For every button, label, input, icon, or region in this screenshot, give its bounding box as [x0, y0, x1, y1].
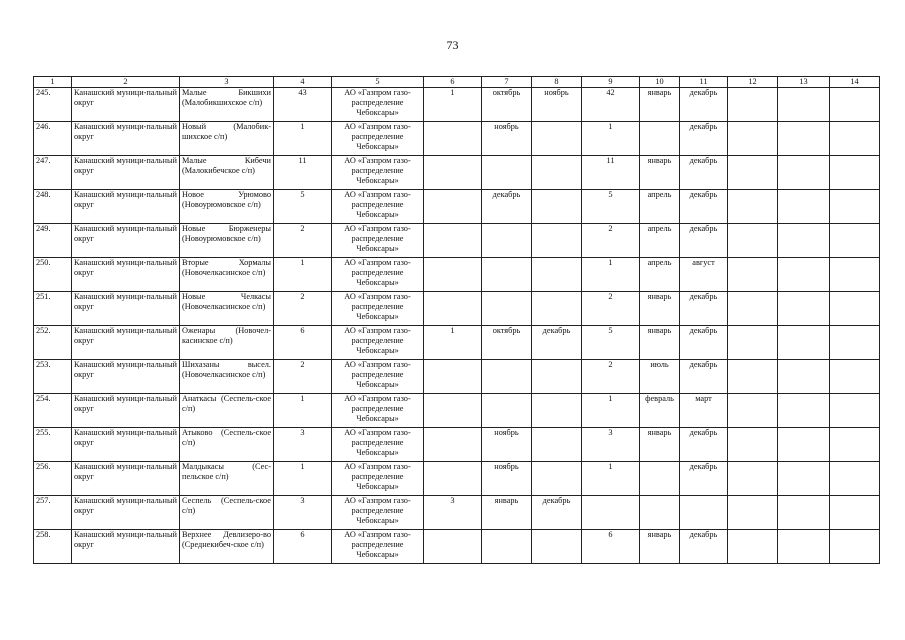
- row-number-cell: 250.: [34, 258, 72, 292]
- district-cell: Канашский муници-пальный округ: [72, 530, 180, 564]
- month-cell: [532, 428, 582, 462]
- district-cell: Канашский муници-пальный округ: [72, 292, 180, 326]
- settlement-cell: Малые Кибечи (Малокибечское с/п): [180, 156, 274, 190]
- count-cell: [424, 428, 482, 462]
- row-number-cell: 251.: [34, 292, 72, 326]
- settlement-cell: Анаткасы (Сеспель-ское с/п): [180, 394, 274, 428]
- month-cell: [532, 530, 582, 564]
- count-cell: 2: [582, 360, 640, 394]
- column-number-header: 14: [830, 77, 880, 88]
- month-cell: [482, 360, 532, 394]
- empty-cell: [778, 360, 830, 394]
- organization-cell: АО «Газпром газо-распределение Чебоксары»: [332, 360, 424, 394]
- empty-cell: [728, 258, 778, 292]
- settlement-cell: Новые Бюрженеры (Новоурюмовское с/п): [180, 224, 274, 258]
- count-cell: 5: [582, 190, 640, 224]
- district-cell: Канашский муници-пальный округ: [72, 190, 180, 224]
- row-number-cell: 249.: [34, 224, 72, 258]
- count-cell: 5: [582, 326, 640, 360]
- table-row: [34, 326, 880, 360]
- count-cell: [424, 156, 482, 190]
- organization-cell: АО «Газпром газо-распределение Чебоксары»: [332, 530, 424, 564]
- count-cell: 1: [424, 88, 482, 122]
- column-number-header: 4: [274, 77, 332, 88]
- district-cell: Канашский муници-пальный округ: [72, 88, 180, 122]
- month-cell: декабрь: [680, 224, 728, 258]
- settlement-cell: Оженары (Новочел-касинское с/п): [180, 326, 274, 360]
- table-row: [34, 224, 880, 258]
- count-cell: 6: [274, 326, 332, 360]
- column-number-header: 5: [332, 77, 424, 88]
- empty-cell: [830, 326, 880, 360]
- table-row: [34, 360, 880, 394]
- month-cell: январь: [640, 326, 680, 360]
- month-cell: [532, 360, 582, 394]
- column-number-header: 2: [72, 77, 180, 88]
- month-cell: [482, 292, 532, 326]
- district-cell: Канашский муници-пальный округ: [72, 122, 180, 156]
- month-cell: декабрь: [680, 88, 728, 122]
- count-cell: 2: [582, 292, 640, 326]
- organization-cell: АО «Газпром газо-распределение Чебоксары»: [332, 88, 424, 122]
- count-cell: 1: [274, 122, 332, 156]
- organization-cell: АО «Газпром газо-распределение Чебоксары»: [332, 326, 424, 360]
- settlement-cell: Новый (Малобик-шихское с/п): [180, 122, 274, 156]
- empty-cell: [728, 224, 778, 258]
- district-cell: Канашский муници-пальный округ: [72, 462, 180, 496]
- month-cell: [532, 190, 582, 224]
- table-row: [34, 394, 880, 428]
- district-cell: Канашский муници-пальный округ: [72, 428, 180, 462]
- column-number-header: 9: [582, 77, 640, 88]
- column-number-header: 12: [728, 77, 778, 88]
- count-cell: [424, 258, 482, 292]
- count-cell: 6: [582, 530, 640, 564]
- organization-cell: АО «Газпром газо-распределение Чебоксары»: [332, 462, 424, 496]
- count-cell: 3: [424, 496, 482, 530]
- month-cell: декабрь: [532, 496, 582, 530]
- empty-cell: [728, 394, 778, 428]
- count-cell: 3: [274, 428, 332, 462]
- count-cell: 1: [274, 462, 332, 496]
- settlement-cell: Сеспель (Сеспель-ское с/п): [180, 496, 274, 530]
- empty-cell: [778, 88, 830, 122]
- table-row: [34, 496, 880, 530]
- count-cell: 1: [424, 326, 482, 360]
- empty-cell: [830, 122, 880, 156]
- empty-cell: [728, 496, 778, 530]
- count-cell: [424, 530, 482, 564]
- month-cell: январь: [640, 428, 680, 462]
- settlement-cell: Малые Бикшихи (Малобикшихское с/п): [180, 88, 274, 122]
- month-cell: февраль: [640, 394, 680, 428]
- settlement-cell: Новое Урюмово (Новоурюмовское с/п): [180, 190, 274, 224]
- count-cell: 1: [582, 394, 640, 428]
- month-cell: декабрь: [680, 462, 728, 496]
- month-cell: апрель: [640, 224, 680, 258]
- organization-cell: АО «Газпром газо-распределение Чебоксары»: [332, 122, 424, 156]
- organization-cell: АО «Газпром газо-распределение Чебоксары»: [332, 190, 424, 224]
- count-cell: [424, 122, 482, 156]
- month-cell: декабрь: [680, 530, 728, 564]
- organization-cell: АО «Газпром газо-распределение Чебоксары»: [332, 156, 424, 190]
- row-number-cell: 257.: [34, 496, 72, 530]
- count-cell: [424, 190, 482, 224]
- month-cell: апрель: [640, 190, 680, 224]
- table-row: [34, 428, 880, 462]
- month-cell: [532, 394, 582, 428]
- month-cell: ноябрь: [482, 428, 532, 462]
- settlement-cell: Малдыкасы (Сес-пельское с/п): [180, 462, 274, 496]
- count-cell: [424, 462, 482, 496]
- row-number-cell: 256.: [34, 462, 72, 496]
- empty-cell: [778, 394, 830, 428]
- count-cell: [424, 394, 482, 428]
- count-cell: 5: [274, 190, 332, 224]
- empty-cell: [830, 292, 880, 326]
- empty-cell: [830, 496, 880, 530]
- empty-cell: [778, 496, 830, 530]
- count-cell: 2: [274, 360, 332, 394]
- empty-cell: [778, 530, 830, 564]
- row-number-cell: 248.: [34, 190, 72, 224]
- empty-cell: [830, 224, 880, 258]
- month-cell: январь: [640, 292, 680, 326]
- empty-cell: [830, 190, 880, 224]
- empty-cell: [830, 394, 880, 428]
- empty-cell: [830, 428, 880, 462]
- row-number-cell: 254.: [34, 394, 72, 428]
- empty-cell: [778, 190, 830, 224]
- empty-cell: [830, 156, 880, 190]
- settlement-cell: Вторые Хормалы (Новочелкасинское с/п): [180, 258, 274, 292]
- month-cell: декабрь: [532, 326, 582, 360]
- row-number-cell: 253.: [34, 360, 72, 394]
- district-cell: Канашский муници-пальный округ: [72, 360, 180, 394]
- count-cell: 11: [582, 156, 640, 190]
- month-cell: декабрь: [680, 122, 728, 156]
- row-number-cell: 246.: [34, 122, 72, 156]
- count-cell: 1: [582, 122, 640, 156]
- empty-cell: [728, 360, 778, 394]
- month-cell: [482, 156, 532, 190]
- month-cell: декабрь: [680, 292, 728, 326]
- count-cell: 1: [274, 258, 332, 292]
- empty-cell: [830, 530, 880, 564]
- month-cell: октябрь: [482, 88, 532, 122]
- district-cell: Канашский муници-пальный округ: [72, 258, 180, 292]
- page-number: 73: [446, 38, 459, 52]
- settlement-cell: Шихазаны высел. (Новочелкасинское с/п): [180, 360, 274, 394]
- column-number-header: 1: [34, 77, 72, 88]
- table-row: [34, 258, 880, 292]
- district-cell: Канашский муници-пальный округ: [72, 224, 180, 258]
- column-number-row: [34, 77, 880, 88]
- empty-cell: [830, 462, 880, 496]
- count-cell: [582, 496, 640, 530]
- month-cell: октябрь: [482, 326, 532, 360]
- empty-cell: [778, 156, 830, 190]
- district-cell: Канашский муници-пальный округ: [72, 496, 180, 530]
- count-cell: 42: [582, 88, 640, 122]
- month-cell: [532, 224, 582, 258]
- table-row: [34, 122, 880, 156]
- empty-cell: [728, 462, 778, 496]
- count-cell: [424, 292, 482, 326]
- row-number-cell: 255.: [34, 428, 72, 462]
- column-number-header: 13: [778, 77, 830, 88]
- month-cell: август: [680, 258, 728, 292]
- count-cell: 2: [274, 224, 332, 258]
- month-cell: январь: [640, 530, 680, 564]
- organization-cell: АО «Газпром газо-распределение Чебоксары»: [332, 394, 424, 428]
- month-cell: ноябрь: [532, 88, 582, 122]
- column-number-header: 10: [640, 77, 680, 88]
- empty-cell: [830, 360, 880, 394]
- empty-cell: [778, 462, 830, 496]
- month-cell: [532, 156, 582, 190]
- organization-cell: АО «Газпром газо-распределение Чебоксары»: [332, 428, 424, 462]
- month-cell: декабрь: [680, 190, 728, 224]
- month-cell: декабрь: [482, 190, 532, 224]
- district-cell: Канашский муници-пальный округ: [72, 394, 180, 428]
- month-cell: [640, 122, 680, 156]
- month-cell: январь: [640, 156, 680, 190]
- month-cell: декабрь: [680, 360, 728, 394]
- column-number-header: 11: [680, 77, 728, 88]
- row-number-cell: 245.: [34, 88, 72, 122]
- organization-cell: АО «Газпром газо-распределение Чебоксары»: [332, 292, 424, 326]
- empty-cell: [778, 326, 830, 360]
- empty-cell: [778, 224, 830, 258]
- count-cell: [424, 224, 482, 258]
- table-row: [34, 88, 880, 122]
- month-cell: январь: [482, 496, 532, 530]
- count-cell: 3: [274, 496, 332, 530]
- empty-cell: [778, 428, 830, 462]
- district-cell: Канашский муници-пальный округ: [72, 156, 180, 190]
- count-cell: 1: [582, 462, 640, 496]
- organization-cell: АО «Газпром газо-распределение Чебоксары»: [332, 258, 424, 292]
- row-number-cell: 247.: [34, 156, 72, 190]
- column-number-header: 3: [180, 77, 274, 88]
- month-cell: [482, 394, 532, 428]
- table-row: [34, 292, 880, 326]
- table-row: [34, 156, 880, 190]
- empty-cell: [778, 122, 830, 156]
- month-cell: [532, 258, 582, 292]
- column-number-header: 7: [482, 77, 532, 88]
- row-number-cell: 258.: [34, 530, 72, 564]
- count-cell: 2: [274, 292, 332, 326]
- count-cell: 1: [582, 258, 640, 292]
- settlement-cell: Верхнее Девлизеро-во (Среднекибеч-ское с/п): [180, 530, 274, 564]
- month-cell: [640, 496, 680, 530]
- empty-cell: [830, 88, 880, 122]
- count-cell: 11: [274, 156, 332, 190]
- gasification-schedule-table: [33, 76, 880, 564]
- empty-cell: [728, 88, 778, 122]
- organization-cell: АО «Газпром газо-распределение Чебоксары»: [332, 496, 424, 530]
- empty-cell: [728, 190, 778, 224]
- column-number-header: 8: [532, 77, 582, 88]
- count-cell: [424, 360, 482, 394]
- settlement-cell: Новые Челкасы (Новочелкасинское с/п): [180, 292, 274, 326]
- settlement-cell: Атыково (Сеспель-ское с/п): [180, 428, 274, 462]
- count-cell: 3: [582, 428, 640, 462]
- district-cell: Канашский муници-пальный округ: [72, 326, 180, 360]
- month-cell: [532, 292, 582, 326]
- empty-cell: [728, 156, 778, 190]
- month-cell: март: [680, 394, 728, 428]
- month-cell: [680, 496, 728, 530]
- count-cell: 43: [274, 88, 332, 122]
- month-cell: ноябрь: [482, 462, 532, 496]
- empty-cell: [778, 292, 830, 326]
- organization-cell: АО «Газпром газо-распределение Чебоксары»: [332, 224, 424, 258]
- row-number-cell: 252.: [34, 326, 72, 360]
- count-cell: 1: [274, 394, 332, 428]
- month-cell: январь: [640, 88, 680, 122]
- month-cell: ноябрь: [482, 122, 532, 156]
- month-cell: [482, 530, 532, 564]
- month-cell: декабрь: [680, 156, 728, 190]
- month-cell: [532, 462, 582, 496]
- empty-cell: [728, 122, 778, 156]
- month-cell: декабрь: [680, 428, 728, 462]
- month-cell: [482, 224, 532, 258]
- table-row: [34, 190, 880, 224]
- count-cell: 6: [274, 530, 332, 564]
- empty-cell: [728, 428, 778, 462]
- month-cell: [640, 462, 680, 496]
- month-cell: [532, 122, 582, 156]
- month-cell: апрель: [640, 258, 680, 292]
- column-number-header: 6: [424, 77, 482, 88]
- empty-cell: [830, 258, 880, 292]
- empty-cell: [728, 326, 778, 360]
- month-cell: [482, 258, 532, 292]
- count-cell: 2: [582, 224, 640, 258]
- month-cell: июль: [640, 360, 680, 394]
- empty-cell: [778, 258, 830, 292]
- table-row: [34, 530, 880, 564]
- month-cell: декабрь: [680, 326, 728, 360]
- empty-cell: [728, 292, 778, 326]
- empty-cell: [728, 530, 778, 564]
- table-row: [34, 462, 880, 496]
